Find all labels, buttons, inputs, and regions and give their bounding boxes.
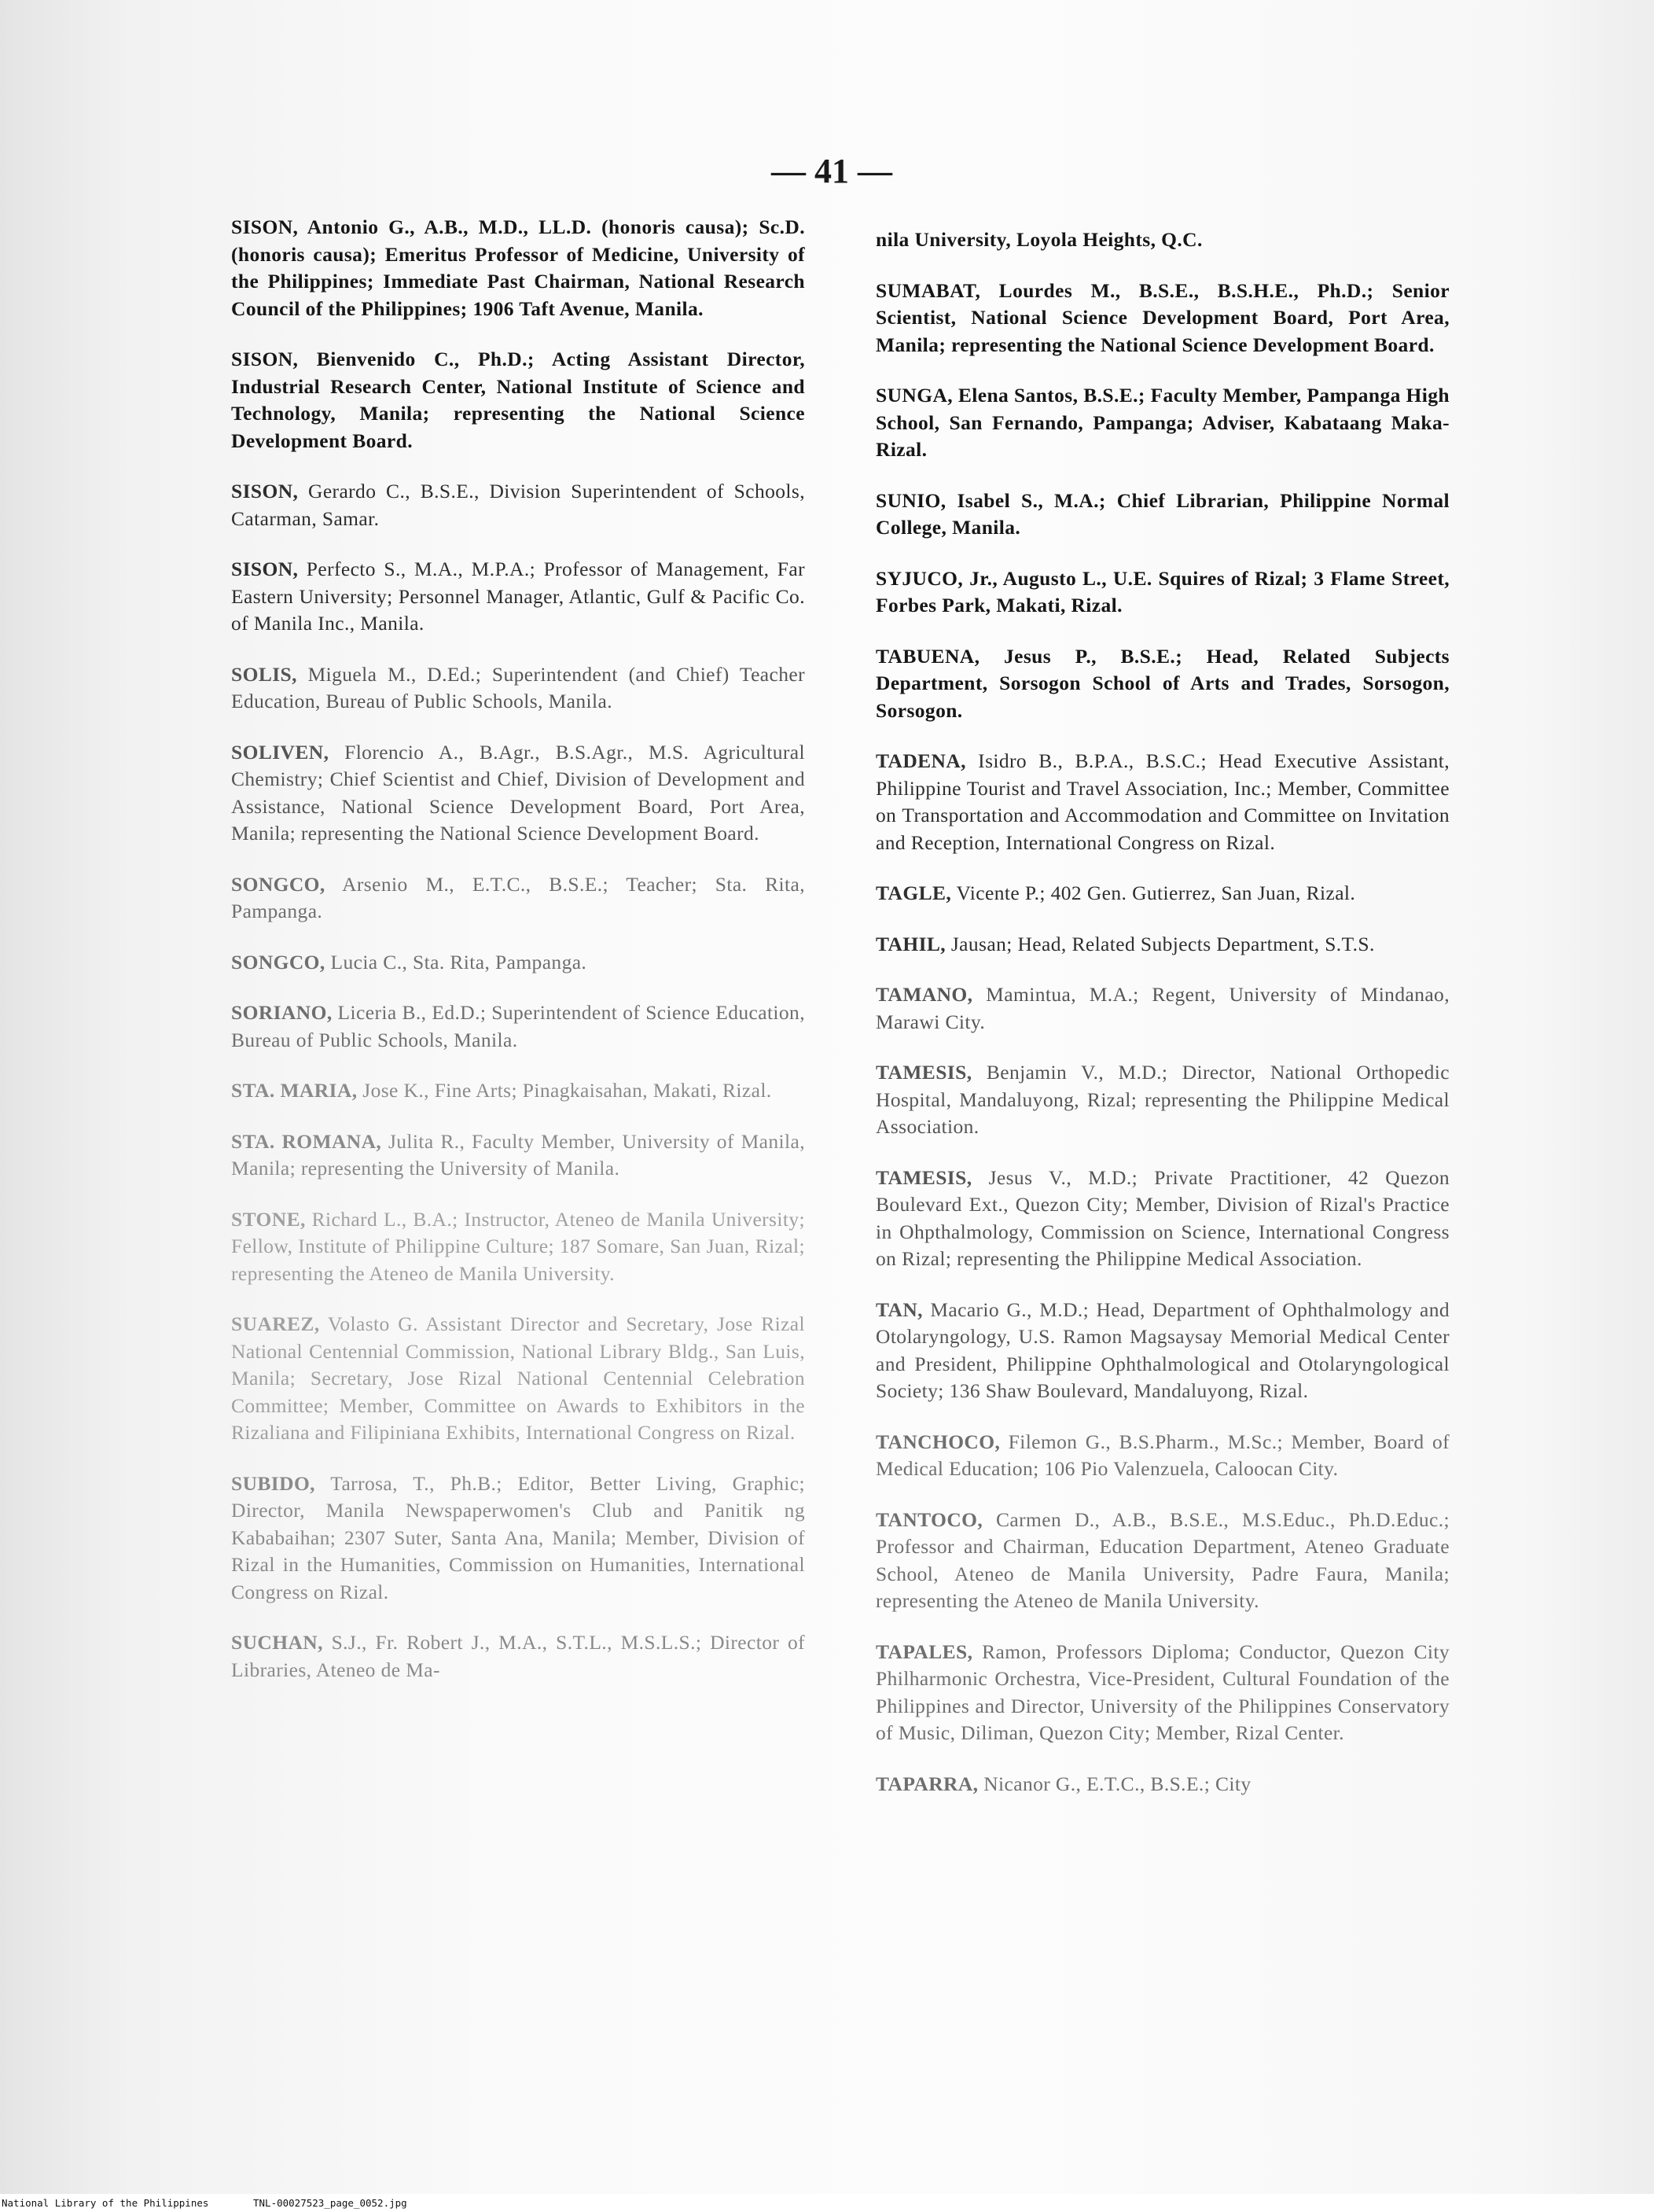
footer-filename: TNL-00027523_page_0052.jpg [253,2197,407,2209]
entry-details: Vicente P.; 402 Gen. Gutierrez, San Juan, Rizal. [951,881,1356,904]
directory-entry [876,1639,1450,1747]
entry-details: Jr., Augusto L., U.E. Squires of Rizal; 3 Flame Street, Forbes Park, Makati, Rizal. [876,566,1450,616]
entry-surname: TADENA, [876,749,966,772]
entry-surname: TAGLE, [876,881,952,904]
directory-entry [876,981,1450,1036]
entry-surname: SUNIO, [876,488,946,512]
directory-entry [231,1311,805,1447]
directory-entry [231,1470,805,1607]
entry-details: Jausan; Head, Related Subjects Department, S.T.S. [946,932,1375,955]
entry-details: Elena Santos, B.S.E.; Faculty Member, Pampanga High School, San Fernando, Pampanga; Adviser, Kabataang Maka-Rizal. [876,384,1450,461]
directory-entry [231,478,805,532]
entry-surname: TANTOCO, [876,1507,983,1531]
entry-surname: SONGCO, [231,950,325,974]
directory-entry [231,346,805,455]
directory-entry [876,1059,1450,1141]
directory-entry [876,226,1450,254]
directory-entry [231,1629,805,1684]
entry-details: S.J., Fr. Robert J., M.A., S.T.L., M.S.L.S.; Director of Libraries, Ateneo de Ma- [231,1631,805,1681]
directory-entry [231,1128,805,1183]
entry-surname: SOLIS, [231,662,297,686]
directory-entry [876,382,1450,464]
entry-surname: SUBIDO, [231,1471,315,1495]
entry-surname: TAPALES, [876,1640,973,1663]
entry-details: Jose K., Fine Arts; Pinagkaisahan, Makati, Rizal. [357,1079,772,1102]
entry-surname: SISON, [231,480,299,502]
directory-entry [876,1297,1450,1405]
entry-details: Perfecto S., M.A., M.P.A.; Professor of Management, Far Eastern University; Personnel Manager, Atlantic, Gulf & Pacific Co. of Manila Inc., Manila. [231,558,805,635]
entry-details: Isidro B., B.P.A., B.S.C.; Head Executive Assistant, Philippine Tourist and Travel Association, Inc.; Member, Committee on Transportation and Accommodation and Committee on Invitation and Reception, International Congress on Rizal. [876,749,1450,854]
directory-entry [231,556,805,638]
entry-surname: TABUENA, [876,644,980,668]
entry-details: Macario G., M.D.; Head, Department of Ophthalmology and Otolaryngology, U.S. Ramon Magsaysay Memorial Medical Center and President, Philippine Ophthalmological and Otolaryngological Society; 136 Shaw Boulevard, Mandaluyong, Rizal. [876,1297,1450,1402]
entry-details: Richard L., B.A.; Instructor, Ateneo de Manila University; Fellow, Institute of Philippine Culture; 187 Somare, San Juan, Rizal; representing the Ateneo de Manila University. [231,1207,805,1285]
entry-details: Carmen D., A.B., B.S.E., M.S.Educ., Ph.D.Educ.; Professor and Chairman, Education Department, Ateneo Graduate School, Ateneo de Manila University, Padre Faura, Manila; representing the Ateneo de Manila University. [876,1507,1450,1612]
entry-details: Volasto G. Assistant Director and Secretary, Jose Rizal National Centennial Commission, National Library Bldg., San Luis, Manila; Secretary, Jose Rizal National Centennial Celebration Committee; Member, Committee on Awards to Exhibitors in the Rizaliana and Filipiniana Exhibits, International Congress on Rizal. [231,1312,805,1444]
entry-surname: SORIANO, [231,1001,333,1024]
entry-surname: STONE, [231,1207,306,1231]
entry-surname: TAN, [876,1297,923,1321]
entry-surname: TAMESIS, [876,1165,972,1189]
directory-entry [876,488,1450,542]
entry-details: Gerardo C., B.S.E., Division Superintendent of Schools, Catarman, Samar. [231,480,805,530]
directory-entry [876,1507,1450,1615]
directory-entry [231,949,805,977]
directory-entry [231,661,805,716]
directory-entry [876,931,1450,959]
entry-surname: TAMANO, [876,983,973,1006]
entry-surname: TAHIL, [876,932,946,955]
entry-details: Liceria B., Ed.D.; Superintendent of Science Education, Bureau of Public Schools, Manila. [231,1001,805,1051]
entry-surname: SUCHAN, [231,1631,323,1654]
directory-entry [876,1429,1450,1483]
scan-footer [0,2195,1654,2212]
directory-entry [231,871,805,926]
entry-surname: SOLIVEN, [231,740,329,764]
directory-entry [876,1165,1450,1273]
entry-details: Antonio G., A.B., M.D., LL.D. (honoris causa); Sc.D. (honoris causa); Emeritus Professor of Medicine, University of the Philippines; Immediate Past Chairman, National Research Council of the Philippines; 1906 Taft Avenue, Manila. [231,215,805,320]
entry-details: Tarrosa, T., Ph.B.; Editor, Better Living, Graphic; Director, Manila Newspaperwomen's Club and Panitik ng Kababaihan; 2307 Suter, Santa Ana, Manila; Member, Division of Rizal in the Humanities, Commission on Humanities, International Congress on Rizal. [231,1471,805,1603]
entry-details: Mamintua, M.A.; Regent, University of Mindanao, Marawi City. [876,983,1450,1033]
entry-details: Lucia C., Sta. Rita, Pampanga. [325,950,587,974]
entry-surname: SUMABAT, [876,278,981,302]
entry-details: nila University, Loyola Heights, Q.C. [876,228,1203,251]
entry-details: Jesus V., M.D.; Private Practitioner, 42 Quezon Boulevard Ext., Quezon City; Member, Division of Rizal's Practice in Ohpthalmology, Commission on Science, International Congress on Rizal; representing the Philippine Medical Association. [876,1165,1450,1270]
entry-surname: TAPARRA, [876,1772,979,1795]
entry-surname: TANCHOCO, [876,1430,1001,1453]
directory-entry [876,278,1450,359]
entry-details: Filemon G., B.S.Pharm., M.Sc.; Member, Board of Medical Education; 106 Pio Valenzuela, Caloocan City. [876,1430,1450,1480]
entry-surname: SONGCO, [231,872,325,896]
entry-details: Isabel S., M.A.; Chief Librarian, Philippine Normal College, Manila. [876,488,1450,539]
entry-surname: SISON, [231,215,299,238]
page-number: — 41 — [771,152,892,190]
entry-details: Bienvenido C., Ph.D.; Acting Assistant Director, Industrial Research Center, National Institute of Science and Technology, Manila; representing the National Science Development Board. [231,348,805,452]
directory-entry [876,748,1450,856]
entry-details: Ramon, Professors Diploma; Conductor, Quezon City Philharmonic Orchestra, Vice-President, Cultural Foundation of the Philippines and Director, University of the Philippines Conservatory of Music, Diliman, Quezon City; Member, Rizal Center. [876,1640,1450,1744]
entry-surname: SISON, [231,558,299,580]
directory-entry [231,214,805,322]
entry-surname: SUAREZ, [231,1312,320,1335]
entry-surname: SISON, [231,348,299,370]
entry-details: Julita R., Faculty Member, University of Manila, Manila; representing the University of Manila. [231,1129,805,1180]
directory-entry [876,1771,1450,1798]
directory-entry [231,999,805,1054]
directory-entry [231,1206,805,1288]
left-column [231,214,805,1707]
entry-details: Jesus P., B.S.E.; Head, Related Subjects Department, Sorsogon School of Arts and Trades, Sorsogon, Sorsogon. [876,644,1450,722]
entry-details: Arsenio M., E.T.C., B.S.E.; Teacher; Sta. Rita, Pampanga. [231,872,805,922]
entry-surname: STA. ROMANA, [231,1129,382,1153]
entry-details: Florencio A., B.Agr., B.S.Agr., M.S. Agricultural Chemistry; Chief Scientist and Chief, Division of Development and Assistance, National Science Development Board, Port Area, Manila; representing the National Science Development Board. [231,740,805,845]
entry-details: Miguela M., D.Ed.; Superintendent (and Chief) Teacher Education, Bureau of Public Schools, Manila. [231,662,805,712]
directory-entry [876,643,1450,725]
directory-entry [876,880,1450,907]
directory-entry [876,565,1450,620]
entry-details: Nicanor G., E.T.C., B.S.E.; City [978,1772,1252,1795]
entry-surname: STA. MARIA, [231,1079,358,1102]
directory-entry [231,739,805,848]
directory-entry [231,1077,805,1105]
entry-surname: SUNGA, [876,384,954,407]
right-column [876,226,1450,1821]
entry-surname: SYJUCO, [876,566,964,590]
entry-details: Benjamin V., M.D.; Director, National Orthopedic Hospital, Mandaluyong, Rizal; representing the Philippine Medical Association. [876,1061,1450,1138]
footer-source: National Library of the Philippines [2,2197,209,2209]
entry-details: Lourdes M., B.S.E., B.S.H.E., Ph.D.; Senior Scientist, National Science Development Board, Port Area, Manila; representing the National Science Development Board. [876,278,1450,356]
entry-surname: TAMESIS, [876,1061,972,1084]
